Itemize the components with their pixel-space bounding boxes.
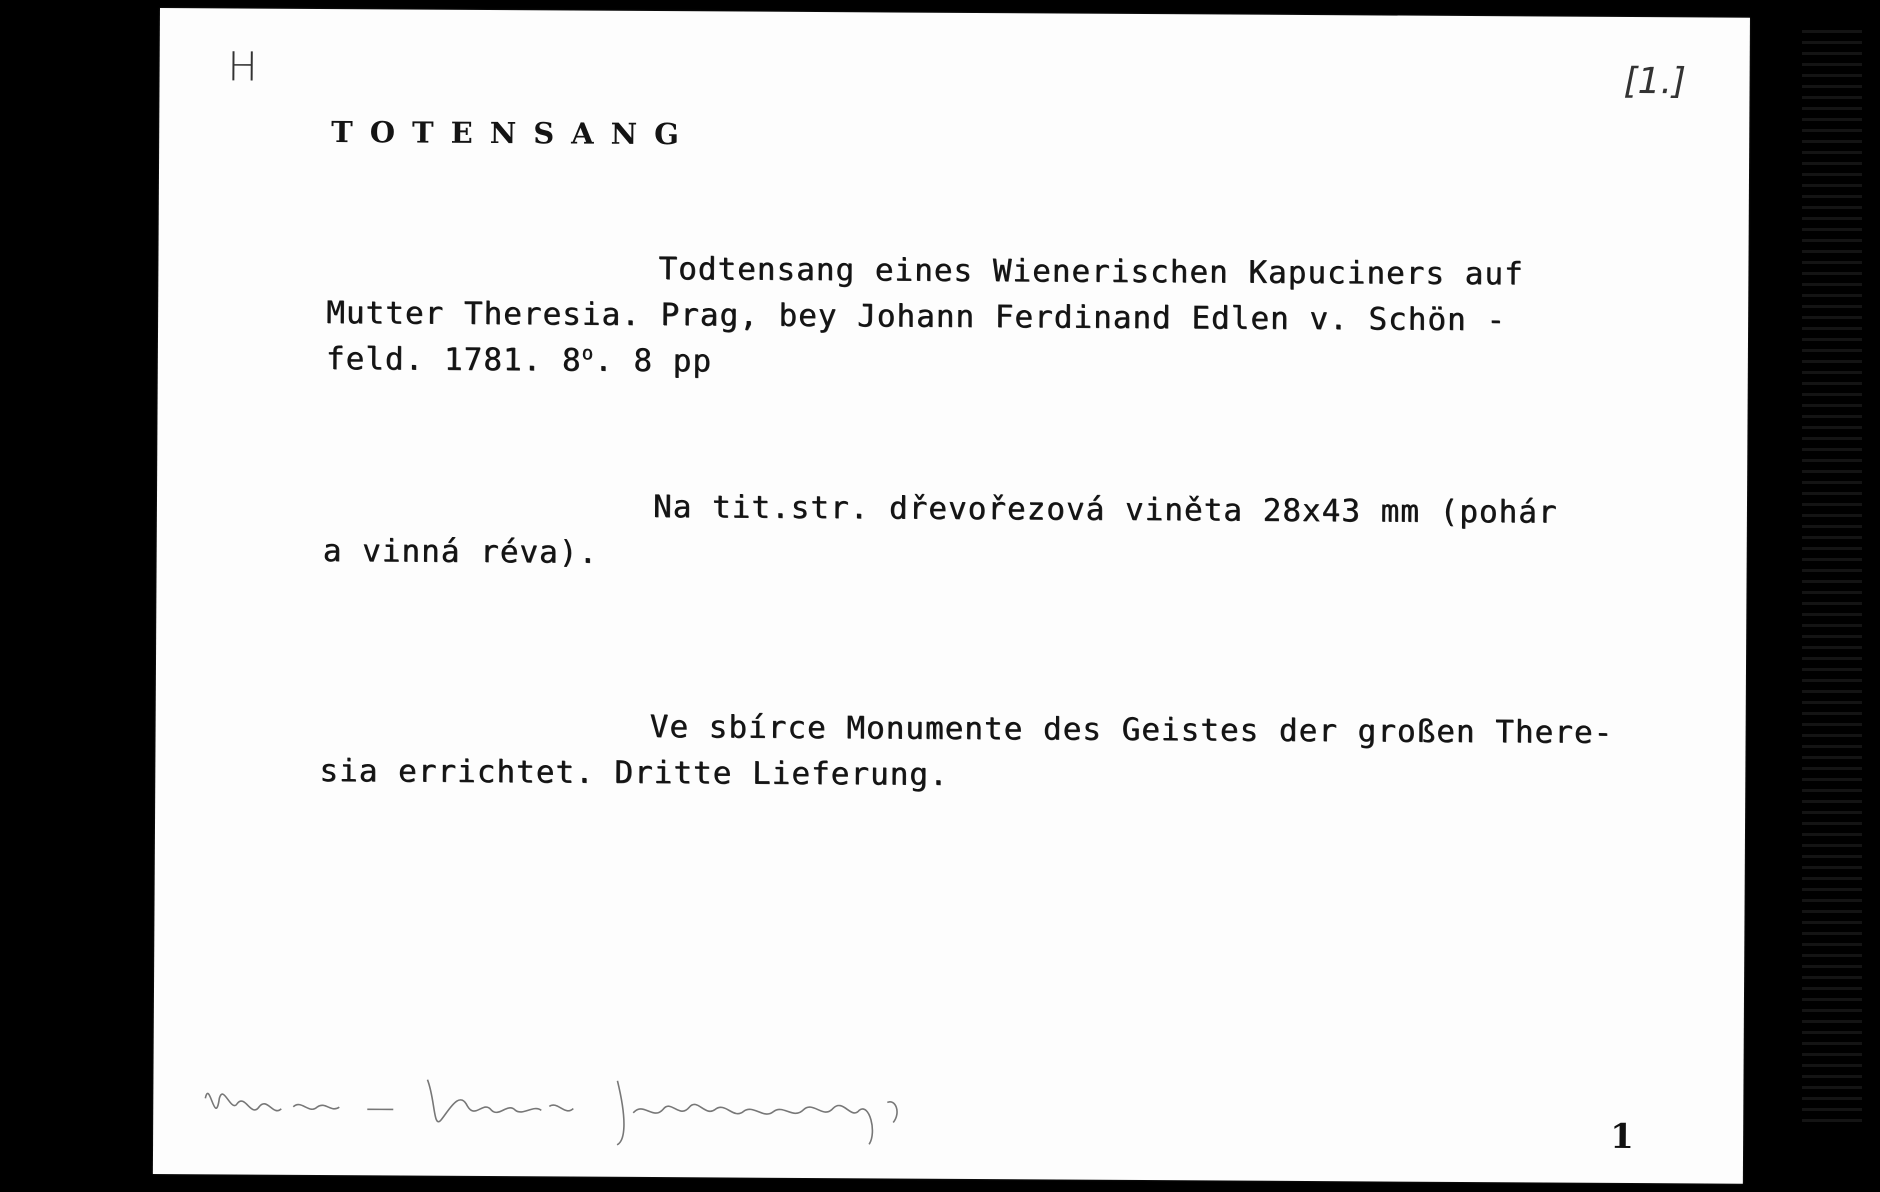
entry-line-1: Todtensang eines Wienerischen Kapuciners auf bbox=[658, 251, 1524, 293]
entry-line-3 bbox=[326, 341, 712, 379]
scan-edge-noise bbox=[1802, 30, 1862, 1130]
handwritten-corner-mark: H bbox=[227, 44, 258, 91]
note-line-2: a vinná réva). bbox=[322, 533, 599, 571]
entry-line-3-end: . 8 pp bbox=[593, 342, 713, 380]
handwritten-reference-mark: [1.] bbox=[1623, 60, 1687, 103]
card-heading: TOTENSANG bbox=[331, 115, 697, 152]
page-number: 1 bbox=[1610, 1116, 1634, 1158]
entry-line-3-start: feld. 1781. 8 bbox=[325, 341, 582, 379]
handwritten-signature-scribble bbox=[197, 1058, 918, 1152]
format-superscript: o bbox=[581, 342, 595, 365]
collection-line-2: sia errichtet. Dritte Lieferung. bbox=[319, 752, 949, 793]
entry-line-2: Mutter Theresia. Prag, bey Johann Ferdinand Edlen v. Schön - bbox=[326, 295, 1507, 339]
note-line-1: Na tit.str. dřevořezová viněta 28x43 mm (pohár bbox=[652, 489, 1558, 531]
catalog-card bbox=[153, 8, 1750, 1184]
collection-line-1: Ve sbírce Monumente des Geistes der großen There- bbox=[649, 709, 1614, 751]
